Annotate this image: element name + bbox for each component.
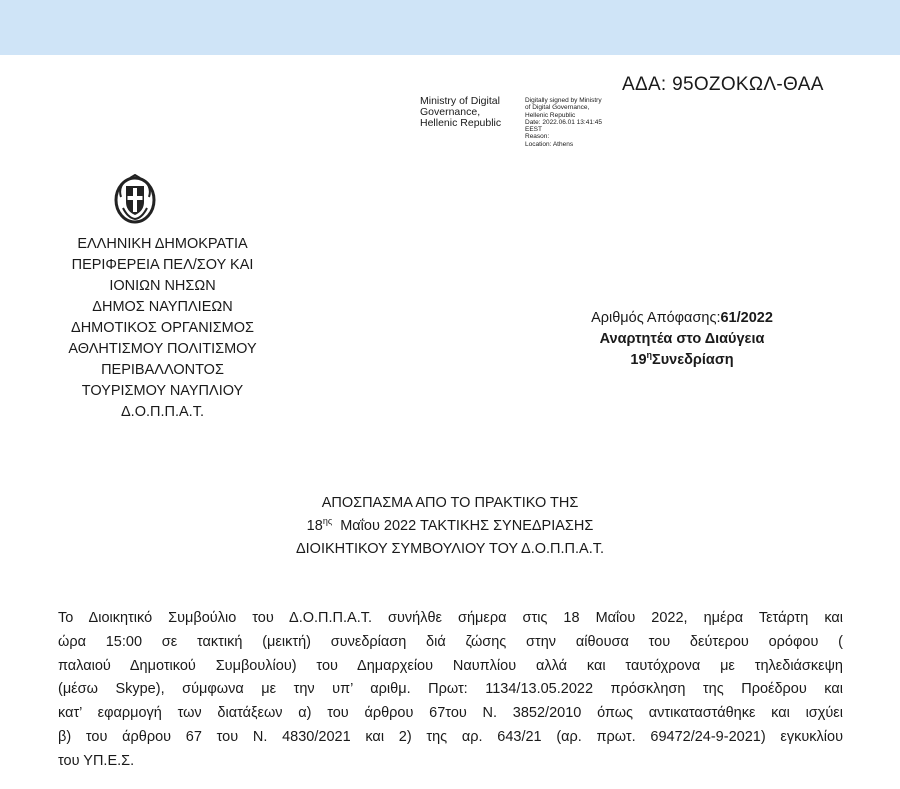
authority-line: ΤΟΥΡΙΣΜΟΥ ΝΑΥΠΛΙΟΥ bbox=[81, 383, 244, 399]
signature-detail-line: of Digital Governance, bbox=[525, 104, 590, 112]
authority-line: ΔΗΜΟΤΙΚΟΣ ΟΡΓΑΝΙΣΜΟΣ bbox=[71, 320, 254, 336]
ada-code: ΑΔΑ: 95ΟΖΟΚΩΛ-ΘΑΑ bbox=[622, 74, 824, 95]
decision-number: 61/2022 bbox=[720, 310, 773, 326]
signature-details bbox=[525, 97, 602, 148]
body-line: του ΥΠ.Ε.Σ. bbox=[58, 752, 135, 769]
excerpt-date-rest: Μαΐου 2022 ΤΑΚΤΙΚΗΣ ΣΥΝΕΔΡΙΑΣΗΣ bbox=[332, 518, 594, 534]
authority-line: ΔΗΜΟΣ ΝΑΥΠΛΙΕΩΝ bbox=[92, 299, 233, 315]
signer-line: Ministry of Digital bbox=[420, 95, 500, 107]
diavgeia-posting-note: Αναρτητέα στο Διαύγεια bbox=[599, 331, 765, 347]
body-line: παλαιού Δημοτικού Συμβουλίου) του Δημαρχείου Ναυπλίου αλλά και ταυτόχρονα με τηλεδιάσκεψη bbox=[58, 657, 843, 674]
excerpt-line bbox=[190, 515, 710, 538]
excerpt-line: ΑΠΟΣΠΑΣΜΑ ΑΠΟ ΤΟ ΠΡΑΚΤΙΚΟ ΤΗΣ bbox=[321, 495, 579, 511]
decision-label: Αριθμός Απόφασης: bbox=[591, 310, 721, 326]
body-paragraph bbox=[58, 607, 843, 774]
excerpt-line: ΔΙΟΙΚΗΤΙΚΟΥ ΣΥΜΒΟΥΛΙΟΥ ΤΟΥ Δ.Ο.Π.Π.Α.Τ. bbox=[295, 541, 605, 557]
top-banner bbox=[0, 0, 900, 55]
authority-line: ΕΛΛΗΝΙΚΗ ΔΗΜΟΚΡΑΤΙΑ bbox=[77, 236, 248, 252]
authority-line: ΙΟΝΙΩΝ ΝΗΣΩΝ bbox=[109, 278, 216, 294]
signer-line: Hellenic Republic bbox=[420, 117, 502, 129]
signature-signer bbox=[420, 96, 501, 129]
body-line: κατ’ εφαρμογή των διατάξεων α) του άρθρου 67του Ν. 3852/2010 όπως αντικαταστάθηκε και ισχύει bbox=[58, 705, 843, 722]
body-line: Το Διοικητικό Συμβούλιο του Δ.Ο.Π.Π.Α.Τ. συνήλθε σήμερα στις 18 Μαΐου 2022, ημέρα Τετάρτη και bbox=[58, 610, 843, 626]
body-line: ώρα 15:00 σε τακτική (μεικτή) συνεδρίαση διά ζώσης στην αίθουσα του δεύτερου ορόφου ( bbox=[58, 633, 843, 650]
excerpt-day: 18 bbox=[306, 518, 323, 534]
excerpt-heading bbox=[190, 492, 710, 561]
session-word: Συνεδρίαση bbox=[652, 352, 734, 368]
signature-detail-line: Date: 2022.06.01 13:41:45 bbox=[525, 118, 602, 126]
authority-line: ΠΕΡΙΦΕΡΕΙΑ ΠΕΛ/ΣΟΥ ΚΑΙ bbox=[71, 257, 254, 273]
hellenic-republic-coat-of-arms-icon bbox=[114, 174, 156, 224]
excerpt-day-suffix: ης bbox=[322, 516, 333, 527]
authority-line: ΑΘΛΗΤΙΣΜΟΥ ΠΟΛΙΤΙΣΜΟΥ bbox=[68, 341, 257, 357]
signer-line: Governance, bbox=[420, 106, 481, 118]
signature-detail-line: EEST bbox=[525, 126, 542, 134]
body-line: β) του άρθρου 67 του Ν. 4830/2021 και 2) της αρ. 643/21 (αρ. πρωτ. 69472/24-9-2021) εγκυκλίου bbox=[58, 728, 843, 745]
authority-line: ΠΕΡΙΒΑΛΛΟΝΤΟΣ bbox=[101, 362, 224, 378]
signature-detail-line: Hellenic Republic bbox=[525, 111, 576, 119]
decision-info bbox=[532, 308, 832, 371]
decision-number-row bbox=[532, 308, 832, 329]
session-number bbox=[532, 350, 832, 371]
authority-line: Δ.Ο.Π.Π.Α.Τ. bbox=[120, 404, 204, 420]
issuing-authority bbox=[40, 234, 285, 423]
signature-detail-line: Location: Athens bbox=[525, 140, 574, 148]
session-ordinal-suffix: η bbox=[646, 350, 653, 361]
signature-detail-line: Digitally signed by Ministry bbox=[525, 97, 602, 104]
session-ordinal: 19 bbox=[630, 352, 647, 368]
body-line: (μέσω Skype), σύμφωνα με την υπ’ αριθμ. Πρωτ: 1134/13.05.2022 πρόσκληση της Προέδρου και bbox=[58, 681, 843, 698]
signature-detail-line: Reason: bbox=[525, 133, 550, 141]
